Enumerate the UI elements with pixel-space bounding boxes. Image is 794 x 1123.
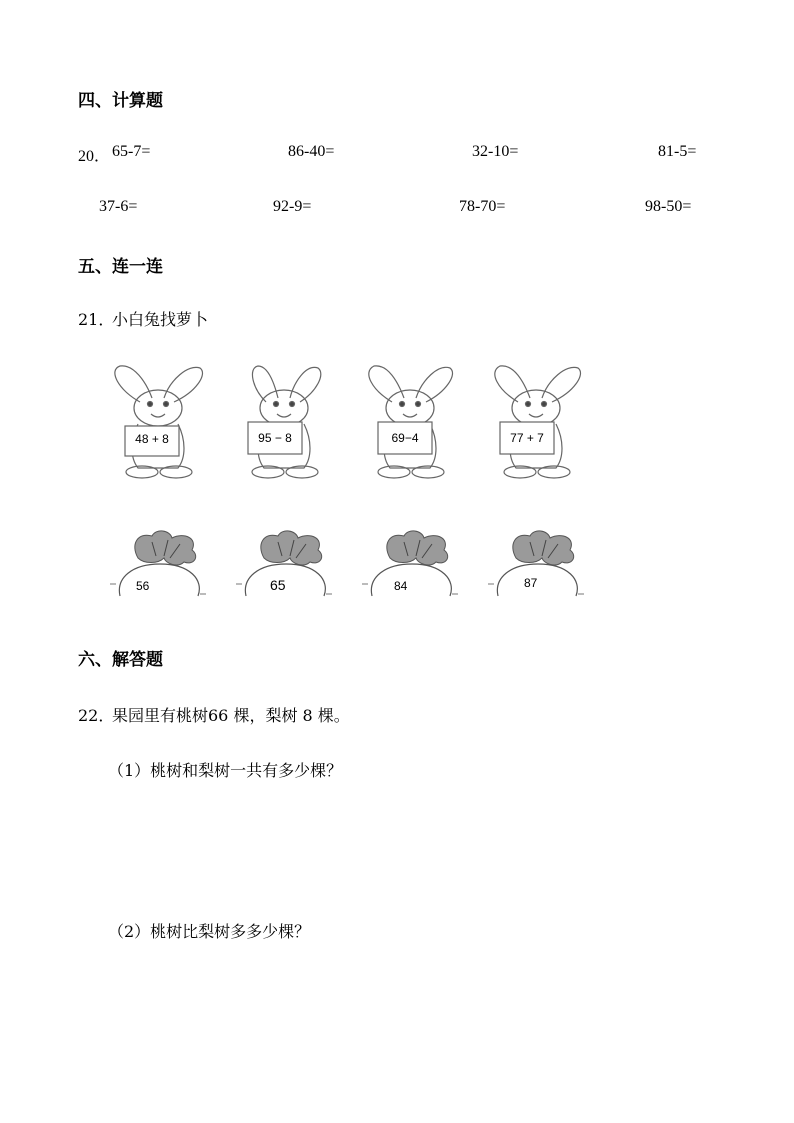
calc-item: 92-9=	[273, 198, 312, 215]
question-20-number: 20．	[78, 148, 111, 165]
rabbit-figure	[486, 360, 586, 482]
question-22-number: 22．	[78, 706, 115, 725]
calc-item: 98-50=	[645, 198, 692, 215]
radish-figure	[234, 528, 334, 608]
radish-label: 56	[136, 579, 150, 593]
radish-label: 87	[524, 576, 538, 590]
calc-item: 65-7=	[112, 143, 151, 160]
radish-label: 84	[394, 579, 408, 593]
rabbit-label: 48 + 8	[135, 432, 169, 446]
radish-label: 65	[270, 577, 286, 593]
section-title-match: 五、连一连	[78, 257, 163, 277]
rabbit-label: 77 + 7	[510, 431, 544, 445]
question-21-text: 小白兔找萝卜	[112, 310, 209, 329]
question-22-sub2: （2）桃树比梨树多多少棵？	[108, 922, 311, 941]
rabbit-figure	[108, 360, 208, 482]
question-22-text: 果园里有桃树66 棵，梨树 8 棵。	[112, 706, 350, 725]
rabbit-figure	[234, 360, 334, 482]
section-title-calc: 四、计算题	[78, 91, 163, 111]
rabbit-figure	[360, 360, 460, 482]
rabbit-label: 95 − 8	[258, 431, 292, 445]
radish-figure	[108, 528, 208, 608]
calc-item: 78-70=	[459, 198, 506, 215]
rabbit-label: 69−4	[391, 431, 419, 445]
radish-figure	[360, 528, 460, 608]
question-22-sub1: （1）桃树和梨树一共有多少棵？	[108, 761, 343, 780]
calc-item: 81-5=	[658, 143, 697, 160]
radish-figure	[486, 528, 586, 608]
section-title-answer: 六、解答题	[78, 650, 163, 670]
calc-item: 32-10=	[472, 143, 519, 160]
question-21-number: 21．	[78, 310, 115, 329]
calc-item: 37-6=	[99, 198, 138, 215]
calc-item: 86-40=	[288, 143, 335, 160]
